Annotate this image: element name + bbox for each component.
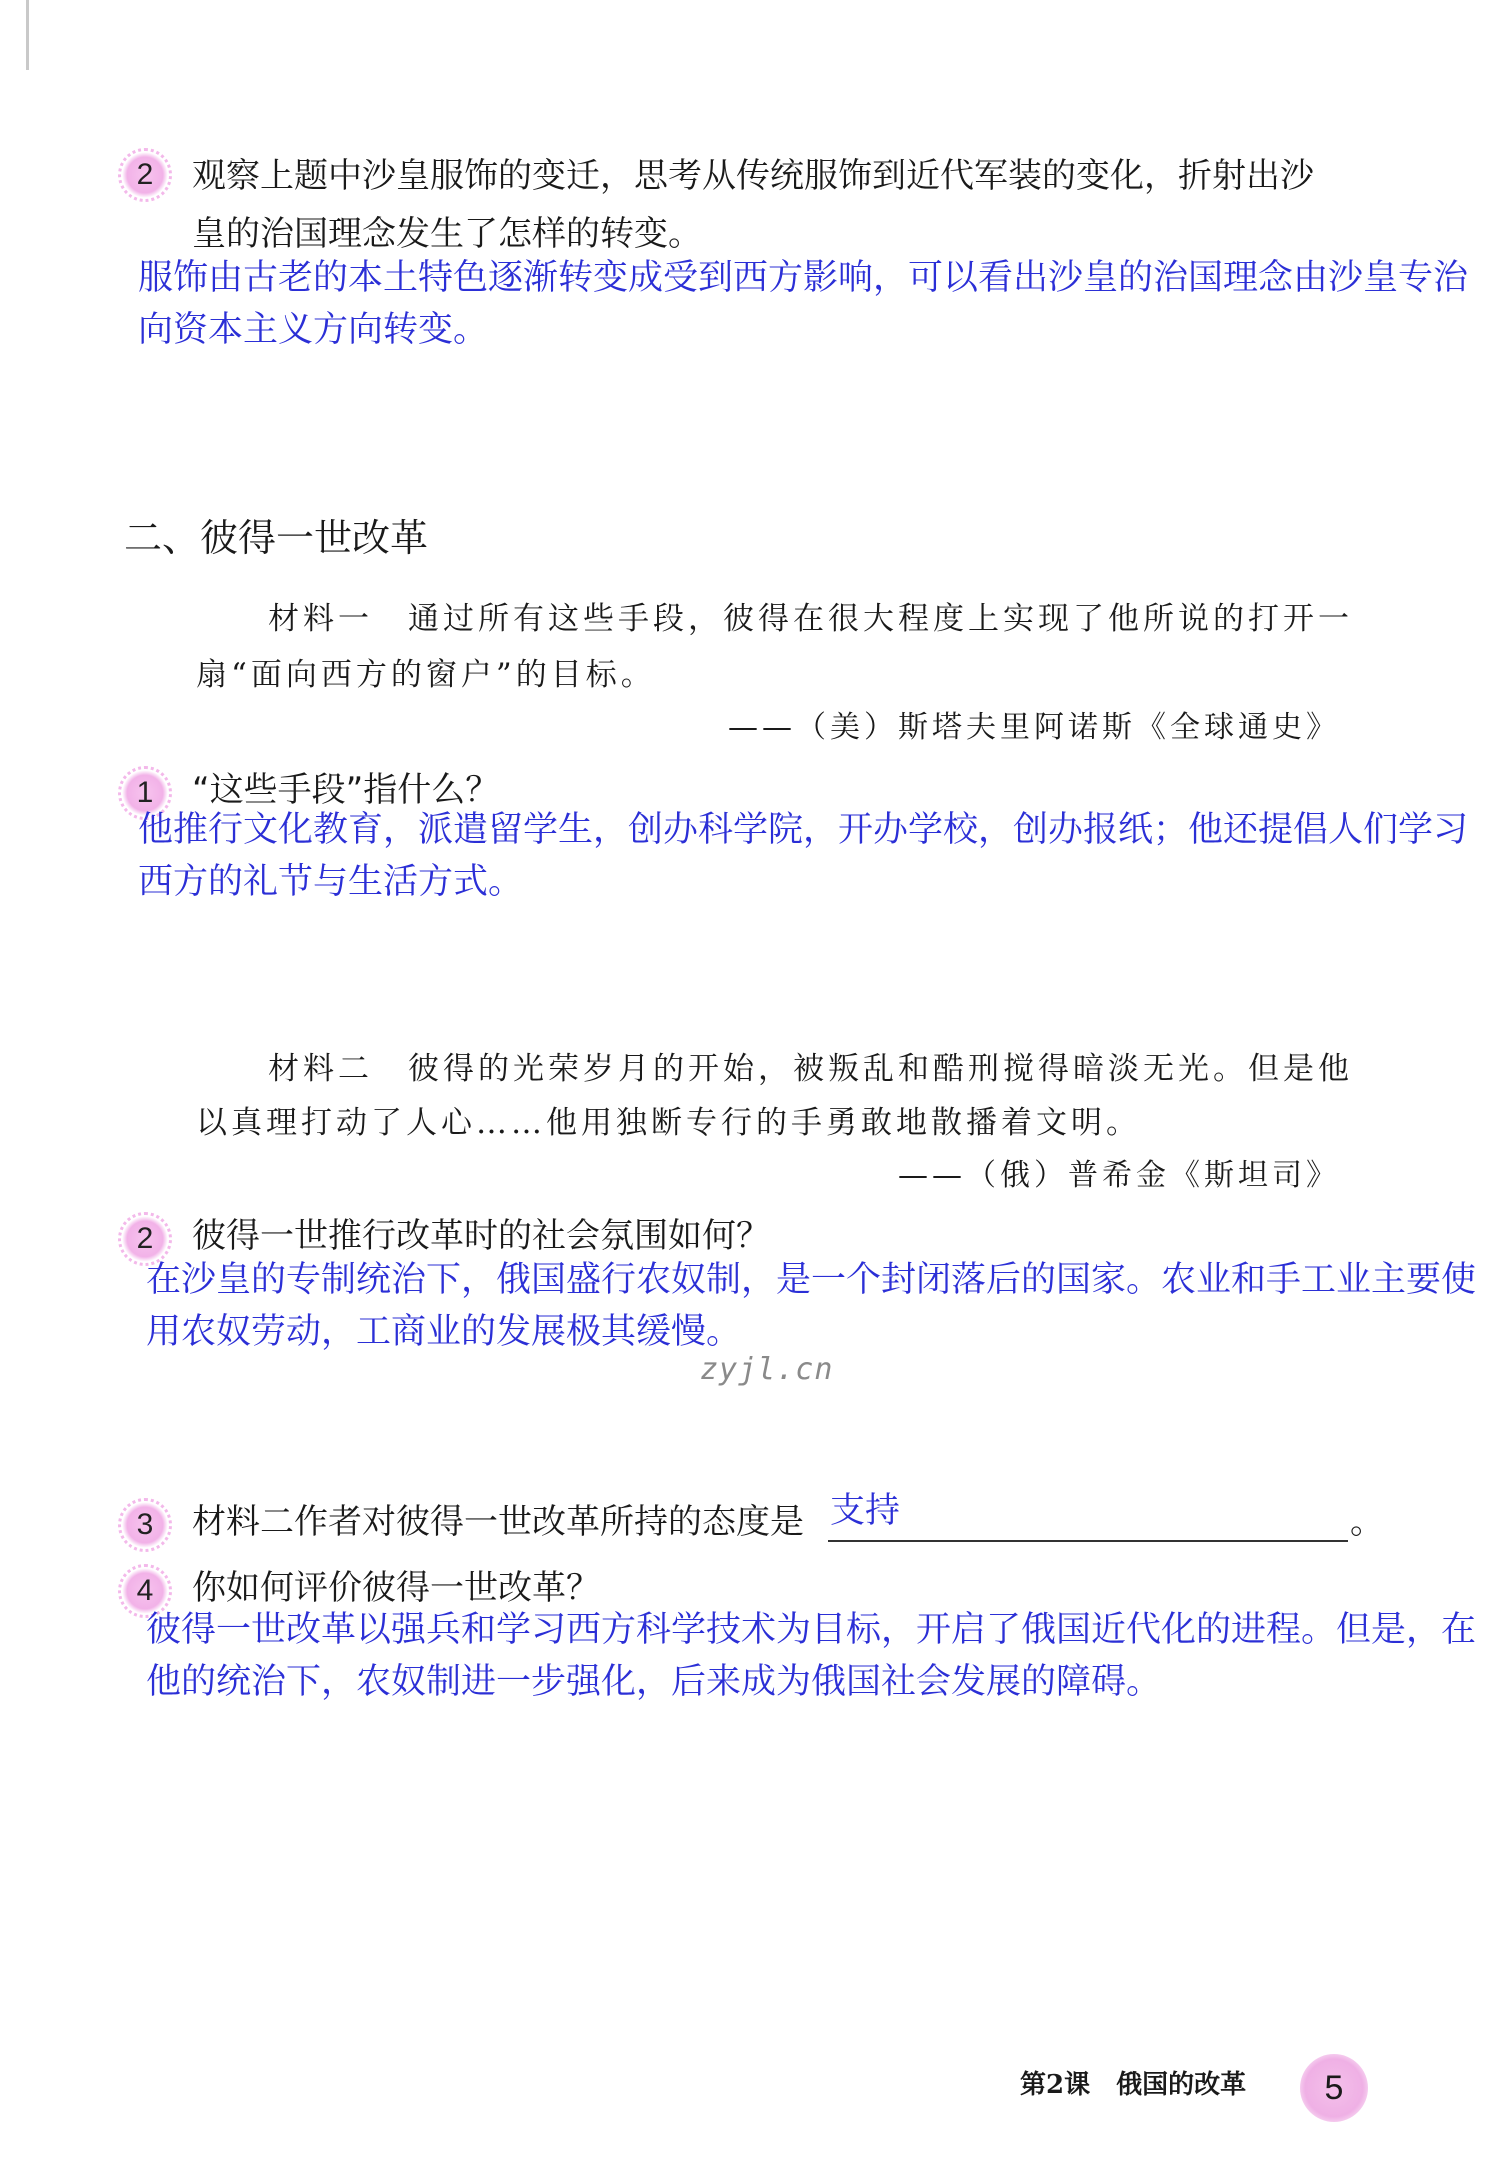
question-number-badge: 2 (122, 1216, 168, 1262)
question-number-badge: 3 (122, 1502, 168, 1548)
material-two-line2: 以真理打动了人心……他用独断专行的手勇敢地散播着文明。 (196, 1105, 1141, 1141)
question-text: 观察上题中沙皇服饰的变迁，思考从传统服饰到近代军装的变化，折射出沙 (192, 156, 1314, 196)
lesson-title: 第2课 俄国的改革 (1020, 2070, 1247, 2100)
handwritten-answer: 在沙皇的专制统治下，俄国盛行农奴制，是一个封闭落后的国家。农业和手工业主要使用农奴劳动，工商业的发展极其缓慢。 (146, 1260, 1477, 1352)
fill-in-answer: 支持 (830, 1491, 901, 1531)
sentence-end-punctuation: 。 (1350, 1502, 1384, 1542)
material-one-line1: 材料一 通过所有这些手段，彼得在很大程度上实现了他所说的打开一 (268, 601, 1353, 637)
question-text-continued: 皇的治国理念发生了怎样的转变。 (192, 214, 702, 254)
question-text: 材料二作者对彼得一世改革所持的态度是 (192, 1502, 804, 1542)
page-number: 5 (1300, 2054, 1368, 2122)
watermark: zyjl.cn (700, 1352, 834, 1387)
handwritten-answer: 彼得一世改革以强兵和学习西方科学技术为目标，开启了俄国近代化的进程。但是，在他的统治下，农奴制进一步强化，后来成为俄国社会发展的障碍。 (146, 1610, 1477, 1702)
question-number-badge: 1 (122, 770, 168, 816)
question-text: 彼得一世推行改革时的社会氛围如何？ (192, 1216, 770, 1256)
material-one-source: ——（美）斯塔夫里阿诺斯《全球通史》 (728, 710, 1340, 745)
answer-blank-line (828, 1540, 1348, 1542)
handwritten-answer: 服饰由古老的本土特色逐渐转变成受到西方影响，可以看出沙皇的治国理念由沙皇专治向资本主义方向转变。 (138, 258, 1469, 350)
material-two-line1: 材料二 彼得的光荣岁月的开始，被叛乱和酷刑搅得暗淡无光。但是他 (268, 1051, 1353, 1087)
handwritten-answer: 他推行文化教育，派遣留学生，创办科学院，开办学校，创办报纸；他还提倡人们学习西方的礼节与生活方式。 (138, 810, 1469, 902)
question-text: 你如何评价彼得一世改革？ (192, 1568, 600, 1608)
page-edge-line (26, 0, 29, 70)
question-text: “这些手段”指什么？ (192, 770, 500, 810)
material-one-line2: 扇“面向西方的窗户”的目标。 (196, 657, 656, 693)
question-number-badge: 4 (122, 1568, 168, 1614)
material-two-source: ——（俄）普希金《斯坦司》 (898, 1158, 1340, 1193)
question-number-badge: 2 (122, 152, 168, 198)
section-title: 二、彼得一世改革 (124, 516, 429, 560)
